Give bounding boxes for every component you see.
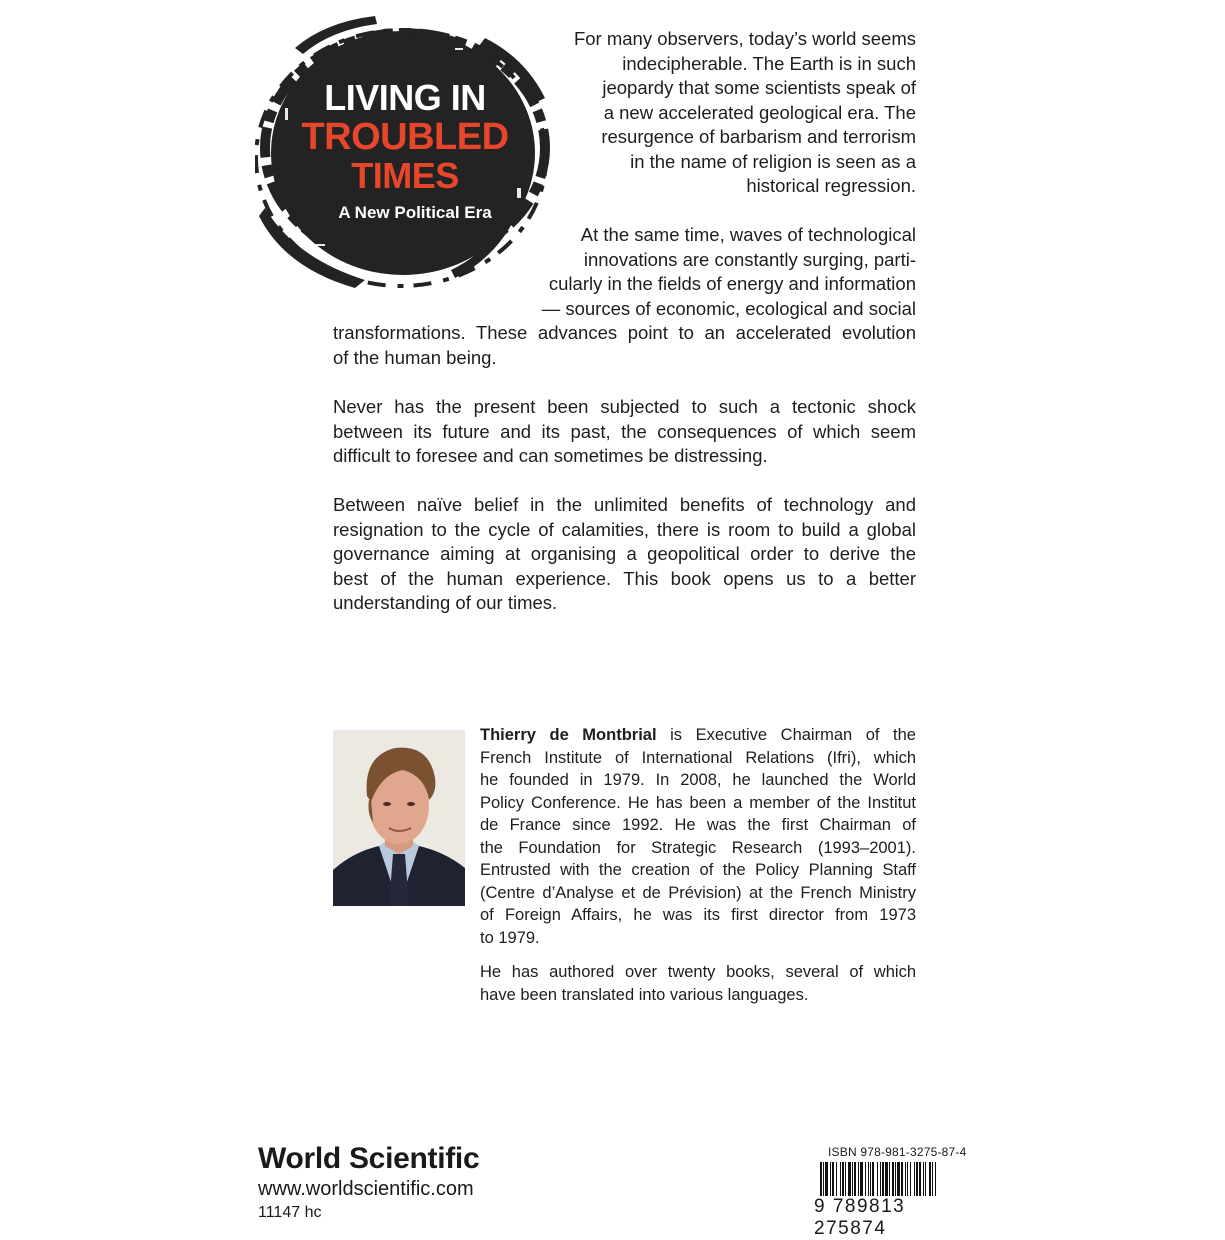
text-line: the Foundation for Strategic Research (1993–2001).	[480, 838, 916, 857]
title-line-3: TIMES	[351, 155, 459, 196]
text-line: transformations. These advances point to an accelerated evolution	[333, 322, 916, 343]
text-line: At the same time, waves of technological	[580, 224, 916, 245]
publisher-url: www.worldscientific.com	[258, 1178, 474, 1200]
text-line: Policy Conference. He has been a member of the Institut	[480, 793, 916, 812]
text-line: — sources of economic, ecological and social	[541, 297, 916, 319]
text-line: difficult to foresee and can sometimes be distressing.	[333, 445, 768, 466]
text-line: jeopardy that some scientists speak of	[602, 77, 916, 98]
isbn-digits: 9 789813 275874	[814, 1196, 976, 1240]
text-line: Between naïve belief in the unlimited benefits of technology and	[333, 494, 916, 515]
publisher-block	[258, 1142, 479, 1224]
text-line: a new accelerated geological era. The	[603, 101, 916, 123]
text-line: best of the human experience. This book opens us to a better	[333, 567, 916, 589]
isbn-label: ISBN 978-981-3275-87-4	[828, 1145, 967, 1159]
author-photo	[333, 730, 465, 906]
text-line: cularly in the fields of energy and information	[548, 273, 916, 294]
title-line-2: TROUBLED	[301, 116, 509, 158]
text-line: understanding of our times.	[333, 592, 558, 613]
text-line: resignation to the cycle of calamities, there is room to build a global	[333, 518, 916, 540]
text-line: French Institute of International Relations (Ifri), which	[480, 748, 916, 767]
blurb-paragraph-2	[333, 223, 916, 370]
text-line: (Centre d’Analyse et de Prévision) at the French Ministry	[480, 883, 916, 902]
title-line-1: LIVING IN	[324, 77, 486, 118]
text-line: innovations are constantly surging, parti-	[583, 248, 916, 270]
text-line: Thierry de Montbrial is Executive Chairman of the	[480, 726, 916, 744]
text-line: de France since 1992. He was the first Chairman of	[480, 816, 916, 834]
text-line: between its future and its past, the consequences of which seem	[333, 420, 916, 442]
publisher-name: World Scientific	[258, 1142, 480, 1175]
text-line: in the name of religion is seen as a	[630, 150, 916, 172]
text-line: have been translated into various languages.	[480, 985, 809, 1004]
text-line: to 1979.	[480, 928, 540, 947]
text-line: he founded in 1979. In 2008, he launched the World	[480, 771, 916, 789]
text-line: Never has the present been subjected to such a tectonic shock	[333, 396, 916, 417]
text-line: For many observers, today’s world seems	[573, 28, 916, 49]
text-line: He has authored over twenty books, several of which	[480, 963, 916, 981]
text-line: of the human being.	[333, 346, 497, 368]
subtitle: A New Political Era	[338, 203, 492, 222]
author-bio	[480, 724, 916, 949]
author-bio-2	[480, 961, 916, 1006]
text-line: historical regression.	[746, 175, 916, 196]
blurb-paragraph-4	[333, 493, 916, 616]
text-line: resurgence of barbarism and terrorism	[601, 126, 916, 147]
product-code: 11147 hc	[258, 1204, 322, 1221]
text-line: Entrusted with the creation of the Policy Planning Staff	[480, 861, 916, 879]
text-line: governance aiming at organising a geopolitical order to derive the	[333, 543, 916, 564]
blurb-paragraph-1	[540, 27, 916, 199]
text-line: indecipherable. The Earth is in such	[622, 52, 916, 74]
blurb-paragraph-3	[333, 395, 916, 469]
author-name: Thierry de Montbrial	[480, 726, 657, 744]
text-line: of Foreign Affairs, he was its first director from 1973	[480, 906, 916, 924]
